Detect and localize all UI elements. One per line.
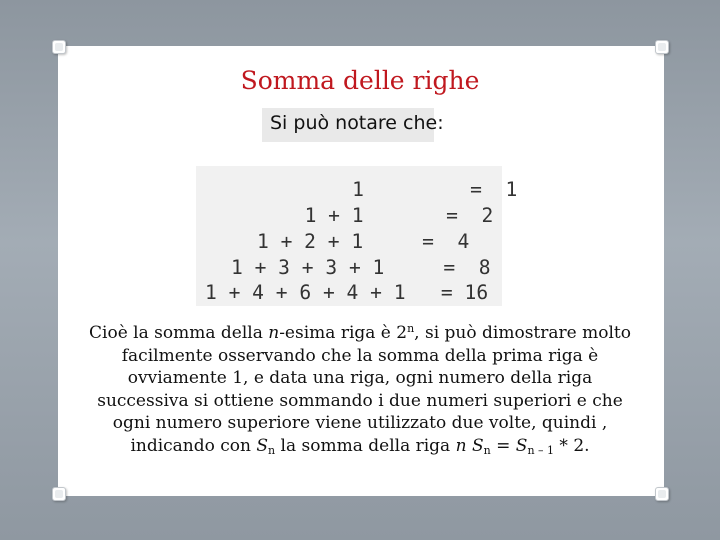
corner-pin-icon: [52, 487, 66, 501]
triangle-row: 1 + 2 + 1 = 4: [257, 230, 470, 253]
corner-pin-icon: [655, 40, 669, 54]
slide-title: Somma delle righe: [240, 66, 480, 95]
triangle-row: 1 + 3 + 3 + 1 = 8: [231, 256, 491, 279]
triangle-row: 1 + 4 + 6 + 4 + 1 = 16: [205, 281, 489, 304]
note-text: Si può notare che:: [270, 112, 444, 134]
corner-pin-icon: [52, 40, 66, 54]
explanation-paragraph: Cioè la somma della n-esima riga è 2$^n$, si può dimostrare molto facilmente osservando che la somma della prima riga è ovviamente 1, e data una riga, ogni numero della riga successiva si ottiene sommando i due numeri superiori e che ogni numero superiore viene utilizzato due volte, quindi , indicando con $S_n$ la somma della riga n $S_n = S_{n - 1} * 2$.: [89, 322, 631, 457]
corner-pin-icon: [655, 487, 669, 501]
triangle-row: 1 + 1 = 2: [281, 204, 494, 227]
triangle-row: 1 = 1: [305, 178, 518, 201]
